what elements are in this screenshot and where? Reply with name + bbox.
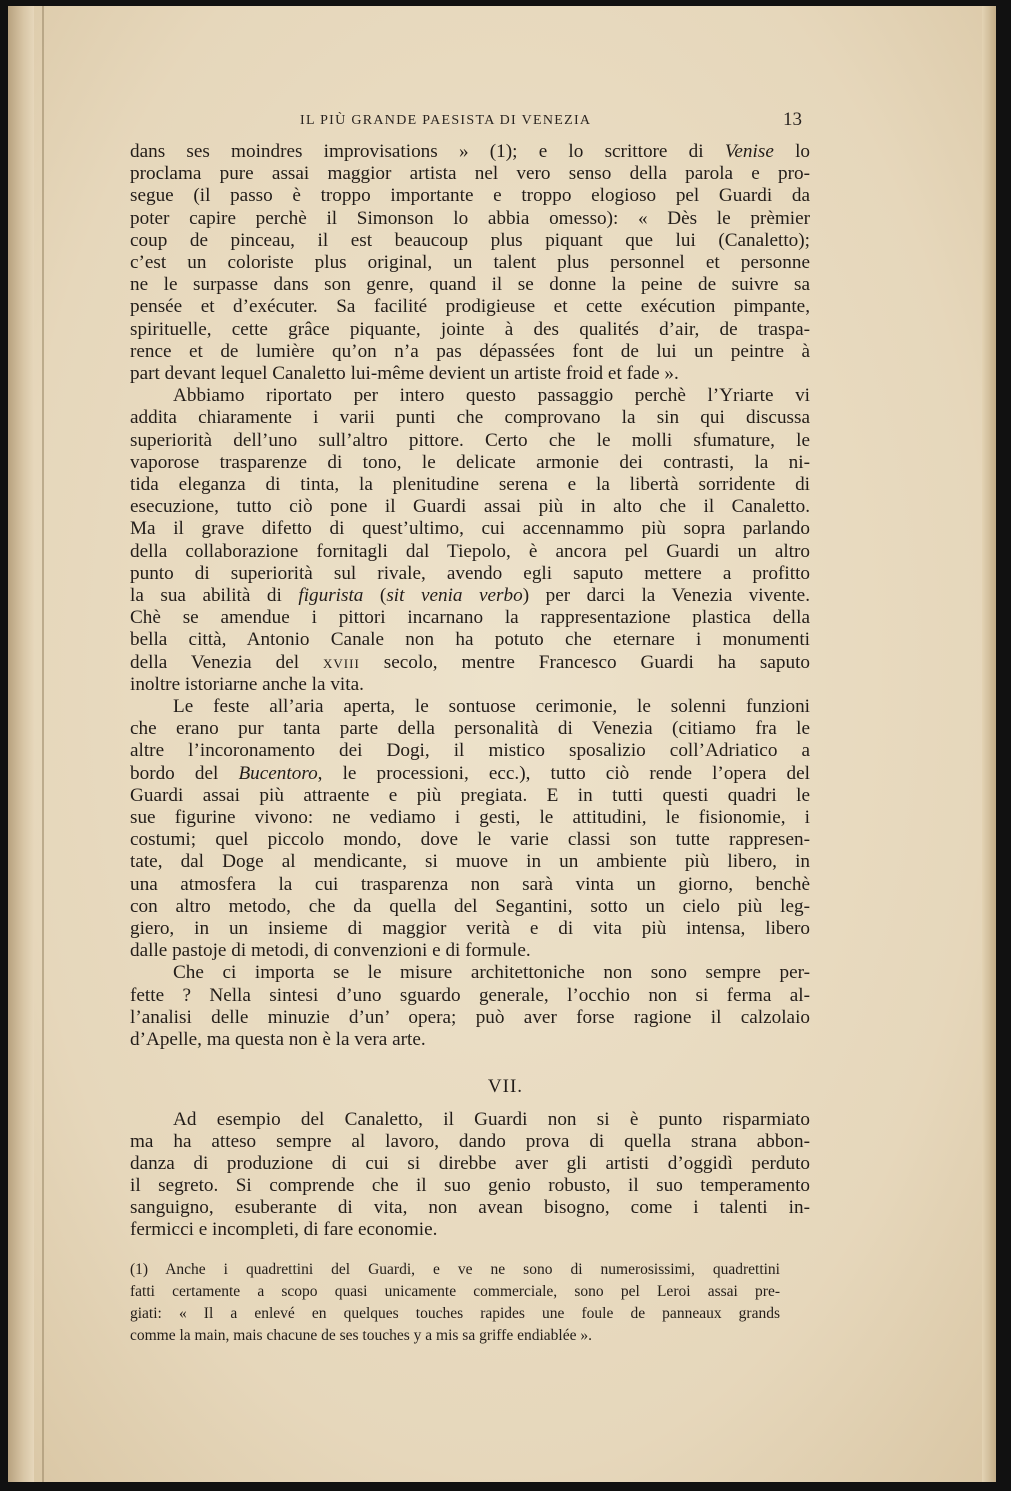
text-run: (1) Anche i quadrettini del Guardi, e ve ne sono di numerosissimi, quadrettini xyxy=(130,1261,780,1278)
body-line xyxy=(130,1007,810,1029)
text-run: coup de pinceau, il est beaucoup plus piquant que lui (Canaletto); xyxy=(130,229,810,251)
body-line xyxy=(130,452,810,474)
text-run: ( xyxy=(363,585,387,606)
text-run: lo xyxy=(773,141,810,162)
footnote-line xyxy=(130,1260,780,1280)
text-run: fette ? Nella sintesi d’uno sguardo generale, l’occhio non si ferma al- xyxy=(130,984,810,1006)
text-run: inoltre istoriarne anche la vita. xyxy=(130,673,364,695)
text-run: sanguigno, esuberante di vita, non avean bisogno, come i talenti in- xyxy=(130,1197,810,1218)
body-line xyxy=(130,896,810,918)
text-run: Ma il grave difetto di quest’ultimo, cui accennammo più sopra parlando xyxy=(130,518,810,540)
text-run: Che ci importa se le misure architettoniche non sono sempre per- xyxy=(173,962,810,984)
page-edge xyxy=(982,6,996,1482)
body-line xyxy=(130,1219,810,1241)
body-line xyxy=(130,807,810,829)
body-line xyxy=(130,1109,810,1131)
page-gutter xyxy=(8,6,34,1482)
body-line xyxy=(130,962,810,984)
text-run: c’est un coloriste plus original, un talent plus personnel et personne xyxy=(130,252,810,273)
text-run: fermicci e incompleti, di fare economie. xyxy=(130,1219,438,1240)
body-line xyxy=(130,319,810,341)
body-line xyxy=(130,563,810,585)
text-run: punto di superiorità sul rivale, avendo egli saputo mettere a profitto xyxy=(130,562,810,584)
text-run: giero, in un insieme di maggior verità e di vita più intensa, libero xyxy=(130,918,810,939)
text-run: segue (il passo è troppo importante e troppo elogioso pel Guardi da xyxy=(130,185,810,207)
text-run: fatti certamente a scopo quasi unicamente commerciale, sono pel Leroi assai pre- xyxy=(130,1283,780,1300)
body-line xyxy=(130,141,810,163)
text-run: sue figurine vivono: ne vediamo i gesti, le attitudini, le fisionomie, i xyxy=(130,807,810,828)
body-line xyxy=(130,274,810,296)
body-line xyxy=(130,1131,810,1153)
text-run: costumi; quel piccolo mondo, dove le varie classi son tutte rappresen- xyxy=(130,829,810,851)
body-line xyxy=(130,851,810,873)
text-run: xviii xyxy=(323,651,360,673)
text-run: esecuzione, tutto ciò pone il Guardi assai più in alto che il Canaletto. xyxy=(130,496,810,518)
text-run: ma ha atteso sempre al lavoro, dando prova di quella strana abbon- xyxy=(130,1131,810,1152)
body-line xyxy=(130,1153,810,1175)
body-line xyxy=(130,407,810,429)
italic-text: Venise xyxy=(724,141,774,162)
text-run: secolo, mentre Francesco Guardi ha saputo xyxy=(359,651,810,673)
text-run: vaporose trasparenze di tono, le delicate armonie dei contrasti, la ni- xyxy=(130,451,810,473)
text-run: Guardi assai più attraente e più pregiata. E in tutti questi quadri le xyxy=(130,784,810,806)
body-line xyxy=(130,496,810,518)
body-line xyxy=(130,296,810,318)
body-line xyxy=(130,208,810,230)
text-run: bordo del xyxy=(130,762,239,784)
body-line xyxy=(130,718,810,740)
body-line xyxy=(130,696,810,718)
text-run: dans ses moindres improvisations » (1); e lo scrittore di xyxy=(130,141,725,162)
text-run: la sua abilità di xyxy=(130,585,299,606)
body-line xyxy=(130,363,810,385)
body-line xyxy=(130,629,810,651)
text-run: con altro metodo, che da quella del Segantini, sotto un cielo più leg- xyxy=(130,895,810,917)
text-run: giati: « Il a enlevé en quelques touches rapides une foule de panneaux grands xyxy=(130,1305,780,1322)
body-line xyxy=(130,230,810,252)
text-run: l’analisi delle minuzie d’un’ opera; può aver forse ragione il calzolaio xyxy=(130,1006,810,1028)
italic-text: figurista xyxy=(298,585,364,606)
body-line xyxy=(130,674,810,696)
body-line xyxy=(130,541,810,563)
text-run: poter capire perchè il Simonson lo abbia omesso): « Dès le prèmier xyxy=(130,207,810,229)
body-line xyxy=(130,607,810,629)
italic-text: sit venia verbo xyxy=(386,585,523,606)
text-run: della collaborazione fornitagli dal Tiepolo, è ancora pel Guardi un altro xyxy=(130,540,810,562)
footnote-line xyxy=(130,1326,780,1346)
text-run: una atmosfera la cui trasparenza non sarà vinta un giorno, benchè xyxy=(130,873,810,895)
gutter-line xyxy=(42,6,44,1482)
text-run: Ad esempio del Canaletto, il Guardi non si è punto risparmiato xyxy=(173,1109,810,1130)
text-run: part devant lequel Canaletto lui-même devient un artiste froid et fade ». xyxy=(130,363,679,384)
text-run: spirituelle, cette grâce piquante, jointe à des qualités d’air, de traspa- xyxy=(130,318,810,340)
body-line xyxy=(130,385,810,407)
text-run: bella città, Antonio Canale non ha potuto che eternare i monumenti xyxy=(130,629,810,651)
text-run: ne le surpasse dans son genre, quand il se donne la peine de suivre sa xyxy=(130,274,810,296)
text-run: tate, dal Doge al mendicante, si muove in un ambiente più libero, in xyxy=(130,851,810,873)
text-run: addita chiaramente i varii punti che comprovano la sin qui discussa xyxy=(130,407,810,429)
text-run: , le processioni, ecc.), tutto ciò rende l’opera del xyxy=(317,762,810,784)
body-line xyxy=(130,585,810,607)
body-line xyxy=(130,163,810,185)
body-line xyxy=(130,829,810,851)
text-run: Le feste all’aria aperta, le sontuose cerimonie, le solenni funzioni xyxy=(173,696,810,717)
body-line xyxy=(130,1029,810,1051)
section-heading: VII. xyxy=(487,1076,524,1097)
text-run: d’Apelle, ma questa non è la vera arte. xyxy=(130,1029,426,1050)
text-run: pensée et d’exécuter. Sa facilité prodigieuse et cette exécution pimpante, xyxy=(130,296,810,318)
footnote-line xyxy=(130,1282,780,1302)
body-line xyxy=(130,341,810,363)
body-line xyxy=(130,652,810,674)
text-run: danza di produzione di cui si direbbe aver gli artisti d’oggidì perduto xyxy=(130,1153,810,1174)
body-line xyxy=(130,430,810,452)
text-run: che erano pur tanta parte della personalità di Venezia (citiamo fra le xyxy=(130,718,810,740)
body-line xyxy=(130,740,810,762)
running-header: IL PIÙ GRANDE PAESISTA DI VENEZIA xyxy=(300,113,592,128)
body-line xyxy=(130,474,810,496)
text-run: della Venezia del xyxy=(130,651,324,673)
body-line xyxy=(130,940,810,962)
text-run: Abbiamo riportato per intero questo passaggio perchè l’Yriarte vi xyxy=(173,385,810,407)
footnote-line xyxy=(130,1304,780,1324)
text-run: superiorità dell’uno sull’altro pittore. Certo che le molli sfumature, le xyxy=(130,429,810,451)
text-run: altre l’incoronamento dei Dogi, il mistico sposalizio coll’Adriatico a xyxy=(130,740,810,762)
body-line xyxy=(130,252,810,274)
text-run: tida eleganza di tinta, la plenitudine serena e la libertà sorridente di xyxy=(130,474,810,495)
body-line xyxy=(130,763,810,785)
text-run: comme la main, mais chacune de ses touches y a mis sa griffe endiablée ». xyxy=(130,1327,592,1344)
body-line xyxy=(130,985,810,1007)
body-line xyxy=(130,185,810,207)
body-line xyxy=(130,1197,810,1219)
text-run: proclama pure assai maggior artista nel vero senso della parola e pro- xyxy=(130,163,810,185)
text-run: rence et de lumière qu’on n’a pas dépassées font de lui un peintre à xyxy=(130,340,810,362)
body-line xyxy=(130,785,810,807)
text-run: dalle pastoje di metodi, di convenzioni e di formule. xyxy=(130,940,531,962)
page-number: 13 xyxy=(783,109,802,130)
body-line xyxy=(130,518,810,540)
body-line xyxy=(130,1175,810,1197)
text-run: il segreto. Si comprende che il suo genio robusto, il suo temperamento xyxy=(130,1175,810,1196)
text-run: ) per darci la Venezia vivente. xyxy=(522,585,810,606)
italic-text: Bucentoro xyxy=(238,762,318,784)
body-line xyxy=(130,918,810,940)
text-run: Chè se amendue i pittori incarnano la rappresentazione plastica della xyxy=(130,607,810,629)
body-line xyxy=(130,874,810,896)
